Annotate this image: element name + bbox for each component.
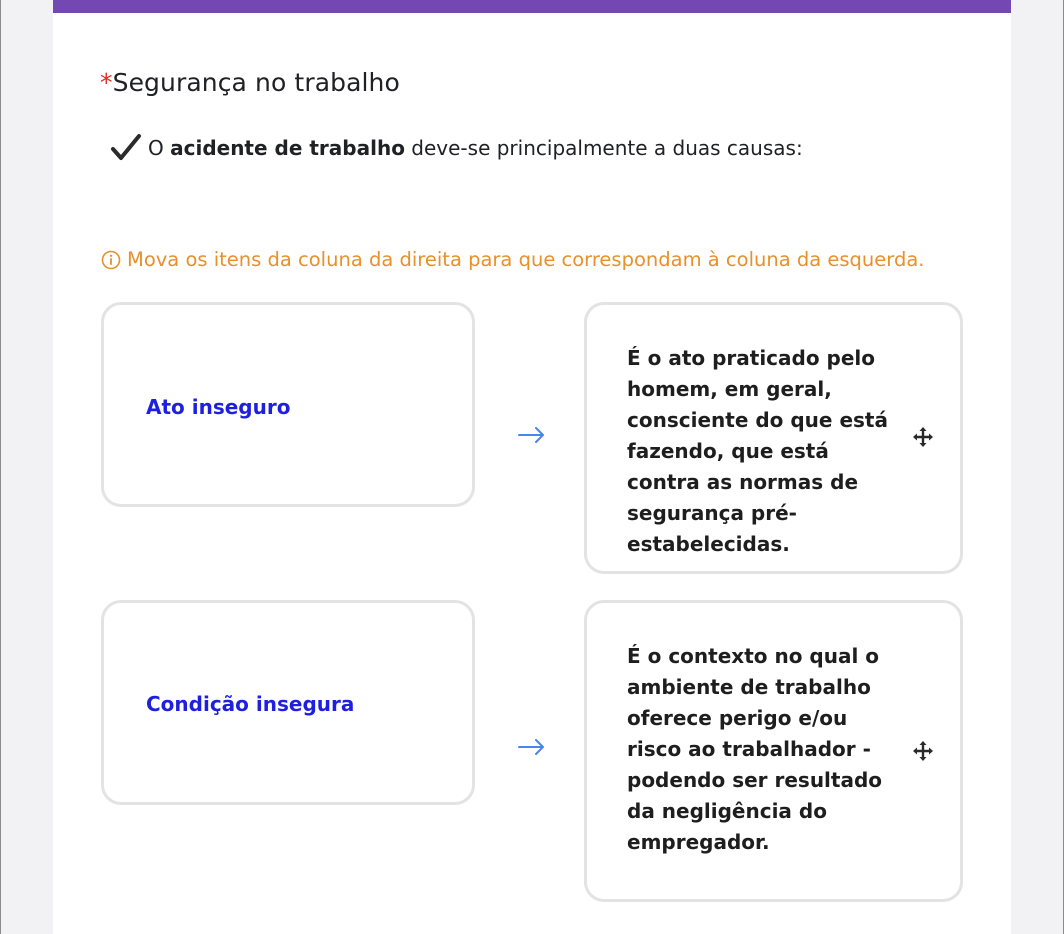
question-title-text: Segurança no trabalho [112,68,400,97]
instruction-text: Mova os itens da coluna da direita para que correspondam à coluna da esquerda. [127,248,925,271]
left-item-label: Ato inseguro [146,395,291,419]
statement-prefix: O [148,136,171,160]
arrow-right-icon [518,427,546,443]
match-right-item-1[interactable] [584,302,963,574]
checkmark-icon [110,133,142,163]
statement-bold: acidente de trabalho [170,136,405,160]
required-asterisk: * [100,68,113,97]
window-left-border [0,0,1,934]
move-handle-icon[interactable] [912,740,934,762]
form-accent-bar [53,0,1011,13]
question-title [100,68,400,97]
arrow-right-icon [518,739,546,755]
match-left-item-2 [101,600,475,805]
question-statement [110,133,803,163]
right-item-text: É o ato praticado pelo homem, em geral, consciente do que está fazendo, que está contra as normas de segurança pré-estabelecidas. [627,346,888,556]
right-item-text: É o contexto no qual o ambiente de trabalho oferece perigo e/ou risco ao trabalhador - podendo ser resultado da negligência do empregador. [627,644,883,854]
info-icon [101,250,121,270]
match-right-item-2[interactable] [584,600,963,902]
question-card [53,0,1011,934]
left-item-label: Condição insegura [146,692,355,716]
move-handle-icon[interactable] [912,426,934,448]
match-left-item-1 [101,302,475,507]
statement-suffix: deve-se principalmente a duas causas: [404,136,803,160]
instruction-hint [101,248,924,271]
